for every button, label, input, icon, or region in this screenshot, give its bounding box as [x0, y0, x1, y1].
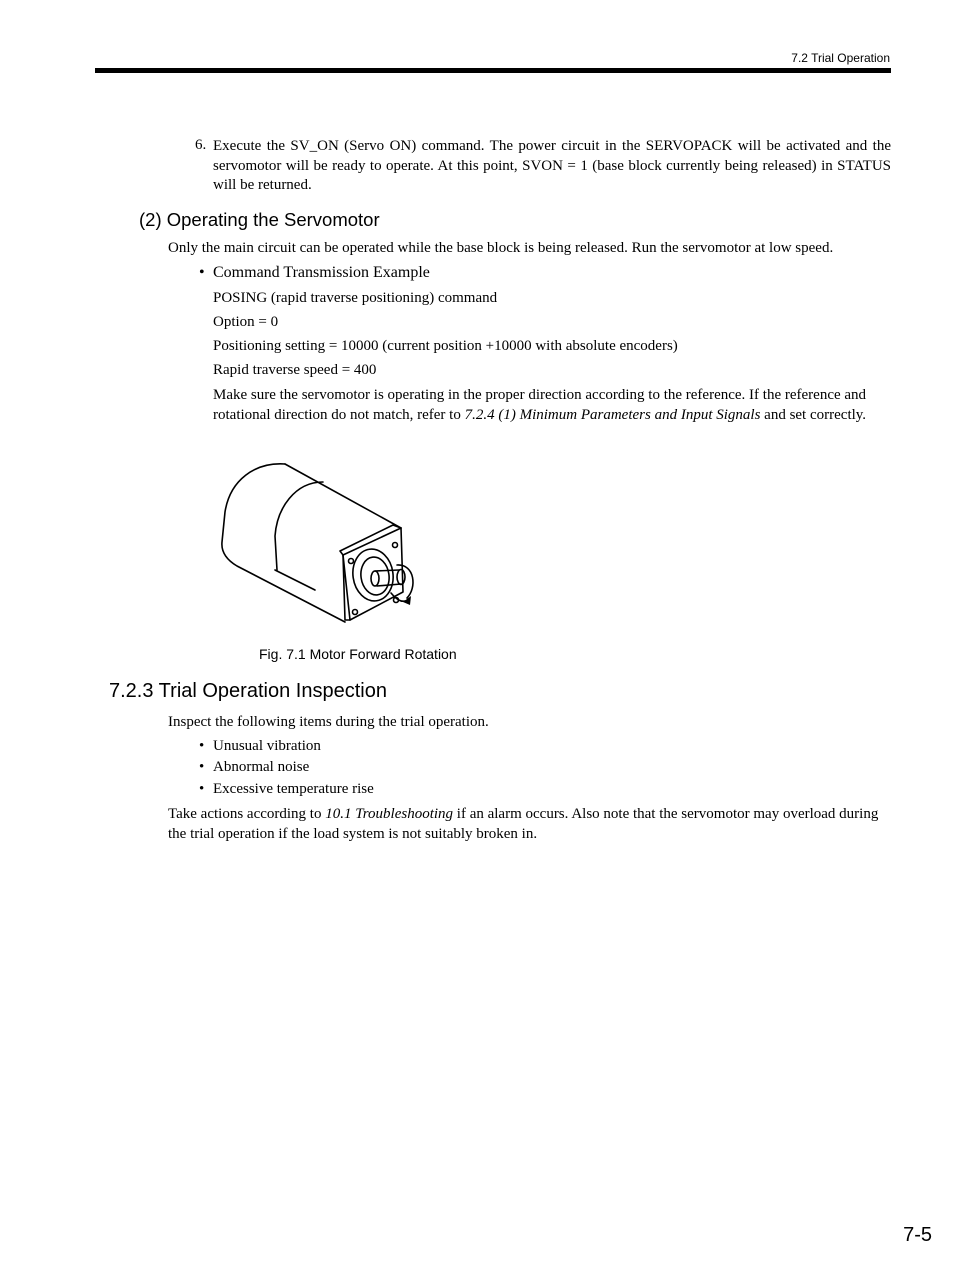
command-line: Positioning setting = 10000 (current position +10000 with absolute encoders) [213, 338, 678, 354]
step-number: 6. [195, 137, 207, 153]
list-item [199, 759, 309, 776]
direction-note-text: and set correctly. [760, 406, 867, 423]
cross-reference: 7.2.4 (1) Minimum Parameters and Input Signals [464, 406, 761, 423]
page-number: 7-5 [903, 1224, 932, 1246]
list-item [199, 781, 374, 798]
command-line: Option = 0 [213, 314, 279, 330]
bullet-marker: • [199, 759, 205, 775]
list-item-text: Unusual vibration [213, 738, 321, 754]
command-line: Rapid traverse speed = 400 [213, 362, 377, 378]
list-item [199, 738, 321, 755]
bullet-marker: • [199, 264, 205, 281]
list-item-text: Excessive temperature rise [213, 781, 374, 797]
section-heading: 7.2.3 Trial Operation Inspection [109, 680, 387, 702]
header-rule [95, 68, 891, 73]
direction-note-text: Make sure the servomotor is operating in the proper direction according to the reference. If the reference and rotational direction do not match, refer to [213, 387, 867, 423]
command-line: POSING (rapid traverse positioning) command [213, 290, 498, 306]
motor-illustration [215, 460, 425, 625]
list-item-text: Abnormal noise [213, 759, 310, 775]
inspection-intro: Inspect the following items during the trial operation. [168, 714, 489, 730]
bullet-label: Command Transmission Example [213, 264, 430, 281]
figure-caption: Fig. 7.1 Motor Forward Rotation [259, 646, 457, 662]
bullet-marker: • [199, 781, 205, 797]
closing-note-text: if an alarm occurs. Also note that the servomotor may overload during the trial operation if the load system is not suitably broken in. [168, 806, 879, 842]
direction-note [213, 386, 891, 425]
closing-note [168, 805, 884, 844]
bullet-item [199, 264, 430, 282]
operating-intro: Only the main circuit can be operated while the base block is being released. Run the servomotor at low speed. [168, 240, 834, 256]
bullet-marker: • [199, 738, 205, 754]
running-header: 7.2 Trial Operation [791, 51, 890, 65]
step-text: Execute the SV_ON (Servo ON) command. The power circuit in the SERVOPACK will be activated and the servomotor will be ready to operate. At this point, SVON = 1 (base block currently being released) in STATUS will be returned. [213, 138, 891, 193]
closing-note-text: Take actions according to [168, 806, 326, 822]
cross-reference: 10.1 Troubleshooting [325, 806, 454, 822]
subsection-heading: (2) Operating the Servomotor [139, 209, 380, 230]
